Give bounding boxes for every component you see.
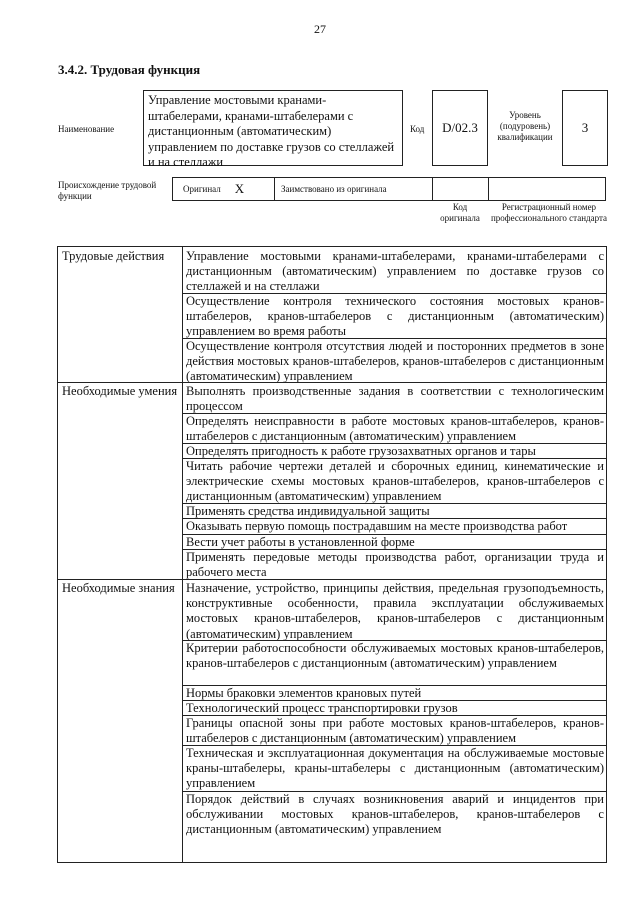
table-cell: Применять средства индивидуальной защиты (186, 504, 430, 518)
original-mark: X (234, 181, 245, 196)
level-label: Уровень (подуровень) квалификации (497, 110, 553, 142)
table-cell: Оказывать первую помощь пострадавшим на месте производства работ (186, 519, 568, 533)
table-cell: Границы опасной зоны при работе мостовых кранов-штабелеров, кранов-штабелеров с дистанционным (автоматическим) управлением (186, 716, 604, 746)
table-cell: Определять пригодность к работе грузозахватных органов и тары (186, 444, 536, 458)
table-cell: Управление мостовыми кранами-штабелерами, кранами-штабелерами с дистанционным (автоматическим) управлением по доставке грузов со стеллажей и на стеллажи (186, 249, 604, 294)
table-cell: Осуществление контроля отсутствия людей и посторонних предметов в зоне действия мостовых кранов-штабелеров, кранов-штабелеров с дистанционным (автоматическим) управлением (186, 339, 604, 384)
category-labor-actions: Трудовые действия (62, 249, 165, 263)
table-cell: Нормы браковки элементов крановых путей (186, 686, 422, 700)
original-label: Оригинал (183, 184, 221, 194)
table-cell: Определять неисправности в работе мостовых кранов-штабелеров, кранов-штабелеров с дистанционным (автоматическим) управлением (186, 414, 604, 444)
table-cell: Назначение, устройство, принципы действия, предельная грузоподъемность, конструктивные особенности, правила эксплуатации обслуживаемых мостовых кранов-штабелеров, кранов-штабелеров с дистанционным (автоматическим) управлением (186, 581, 604, 641)
table-cell: Применять передовые методы производства работ, организации труда и рабочего места (186, 550, 604, 580)
function-table (57, 246, 607, 863)
function-code-box: D/02.3 (432, 90, 488, 166)
function-name-box: Управление мостовыми кранами-штабелерами, кранами-штабелерами с дистанционным (автоматическим) управлением по доставке грузов со стеллажей и на стеллажи (143, 90, 403, 166)
qualification-level-box: 3 (562, 90, 608, 166)
section-divider (58, 579, 606, 580)
table-cell: Осуществление контроля технического состояния мостовых кранов-штабелеров, кранов-штабелеров с дистанционным (автоматическим) управлением во время работы (186, 294, 604, 339)
table-cell: Читать рабочие чертежи деталей и сборочных единиц, кинематические и электрические схемы мостовых кранов-штабелеров, кранов-штабелеров с дистанционным (автоматическим) управлением (186, 459, 604, 504)
page-number: 27 (314, 22, 326, 36)
origin-reg-cell (489, 178, 605, 200)
origin-borrowed-cell (275, 178, 433, 200)
origin-code-cell (433, 178, 489, 200)
table-cell: Порядок действий в случаях возникновения аварий и инцидентов при обслуживании мостовых кранов-штабелеров, кранов-штабелеров с дистанционным (автоматическим) управлением (186, 792, 604, 837)
table-cell: Вести учет работы в установленной форме (186, 535, 415, 549)
origin-original-cell (173, 178, 275, 200)
borrowed-label: Заимствовано из оригинала (281, 184, 387, 194)
column-divider (182, 247, 183, 862)
category-required-skills: Необходимые умения (62, 384, 178, 398)
section-title: 3.4.2. Трудовая функция (58, 62, 201, 77)
table-cell: Техническая и эксплуатационная документация на обслуживаемые мостовые краны-штабелеры, краны-штабелеры с дистанционным (автоматическим) управлением (186, 746, 604, 791)
table-cell: Критерии работоспособности обслуживаемых мостовых кранов-штабелеров, кранов-штабелеров с дистанционным (автоматическим) управлением (186, 641, 604, 671)
code-label: Код (410, 124, 425, 134)
origin-reg-caption: Регистрационный номер профессионального стандарта (490, 202, 608, 223)
name-label: Наименование (58, 124, 115, 134)
table-cell: Выполнять производственные задания в соответствии с технологическим процессом (186, 384, 604, 414)
origin-code-caption: Код оригинала (440, 202, 480, 223)
table-cell: Технологический процесс транспортировки грузов (186, 701, 458, 715)
origin-label: Происхождение трудовой функции (58, 180, 157, 201)
category-required-knowledge: Необходимые знания (62, 581, 175, 595)
section-divider (58, 382, 606, 383)
origin-row (172, 177, 606, 201)
